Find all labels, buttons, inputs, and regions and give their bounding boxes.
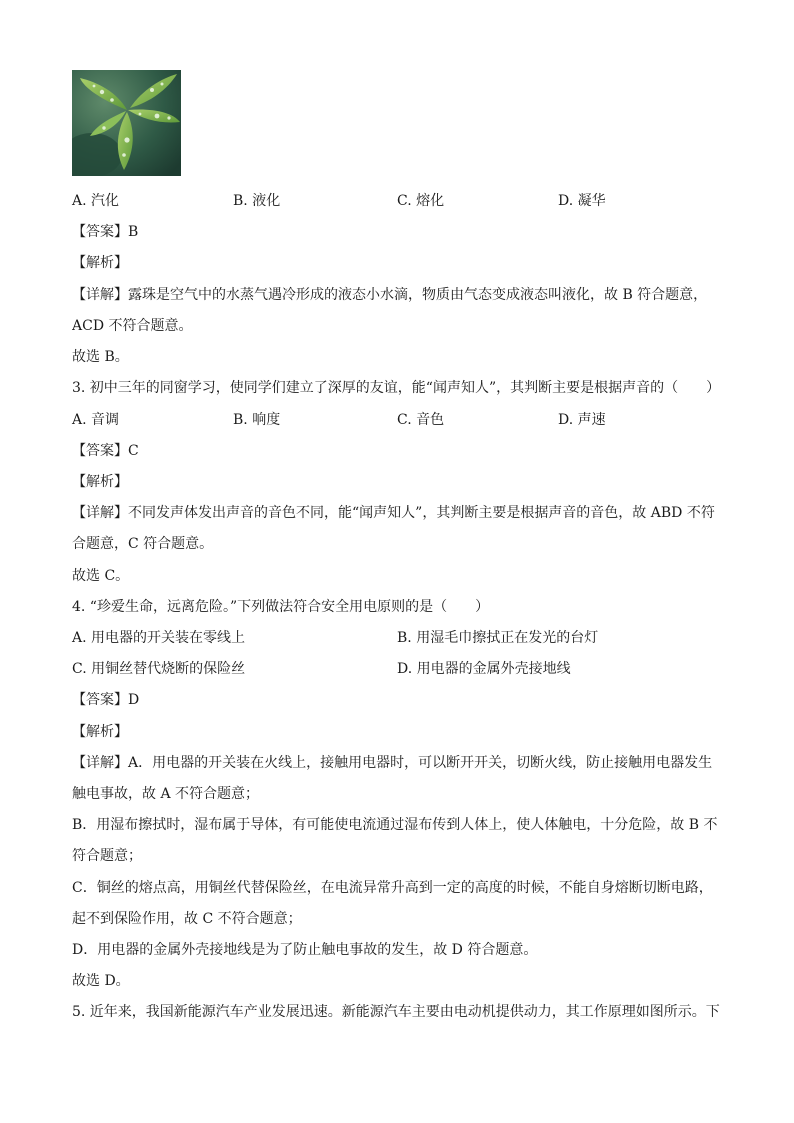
q3-option-a: A. 音调 bbox=[72, 412, 120, 428]
q4-detail-a-line2: 触电事故，故 A 不符合题意； bbox=[72, 786, 260, 802]
q3-stem: 3. 初中三年的同窗学习，使同学们建立了深厚的友谊，能“闻声知人”，其判断主要是根据声音的（ ） bbox=[72, 380, 721, 396]
q4-analysis-label: 【解析】 bbox=[72, 724, 128, 740]
q4-detail-d-line1: D．用电器的金属外壳接地线是为了防止触电事故的发生，故 D 符合题意。 bbox=[72, 942, 538, 958]
q2-detail-line2: ACD 不符合题意。 bbox=[72, 318, 193, 334]
q4-option-a: A. 用电器的开关装在零线上 bbox=[72, 630, 246, 646]
q4-option-c: C. 用铜丝替代烧断的保险丝 bbox=[72, 661, 246, 677]
q4-stem: 4. “珍爱生命，远离危险。”下列做法符合安全用电原则的是（ ） bbox=[72, 599, 490, 615]
q3-detail-line1: 【详解】不同发声体发出声音的音色不同，能“闻声知人”，其判断主要是根据声音的音色，故 ABD 不符 bbox=[72, 505, 715, 521]
q3-detail-line2: 合题意，C 符合题意。 bbox=[72, 536, 214, 552]
q3-option-c: C. 音色 bbox=[397, 412, 445, 428]
q3-choose: 故选 C。 bbox=[72, 568, 130, 584]
q3-analysis-label: 【解析】 bbox=[72, 474, 128, 490]
q2-option-a: A. 汽化 bbox=[72, 193, 120, 209]
q4-option-d: D. 用电器的金属外壳接地线 bbox=[397, 661, 571, 677]
q4-answer: 【答案】D bbox=[72, 692, 140, 708]
q2-answer: 【答案】B bbox=[72, 224, 139, 240]
q4-option-b: B. 用湿毛巾擦拭正在发光的台灯 bbox=[397, 630, 599, 646]
q5-stem: 5. 近年来，我国新能源汽车产业发展迅速。新能源汽车主要由电动机提供动力，其工作原理如图所示。下 bbox=[72, 1004, 720, 1020]
q3-answer: 【答案】C bbox=[72, 443, 139, 459]
q4-detail-b-line2: 符合题意； bbox=[72, 848, 142, 864]
dew-leaf-image bbox=[72, 70, 181, 176]
q2-option-d: D. 凝华 bbox=[558, 193, 606, 209]
q2-option-b: B. 液化 bbox=[233, 193, 281, 209]
q2-analysis-label: 【解析】 bbox=[72, 255, 128, 271]
q2-detail-line1: 【详解】露珠是空气中的水蒸气遇冷形成的液态小水滴，物质由气态变成液态叫液化，故 B 符合题意， bbox=[72, 287, 708, 303]
q2-option-c: C. 熔化 bbox=[397, 193, 445, 209]
q4-detail-b-line1: B．用湿布擦拭时，湿布属于导体，有可能使电流通过湿布传到人体上，使人体触电，十分危险，故 B 不 bbox=[72, 817, 718, 833]
q4-detail-c-line1: C．铜丝的熔点高，用铜丝代替保险丝，在电流异常升高到一定的高度的时候，不能自身熔断切断电路， bbox=[72, 880, 713, 896]
q3-option-b: B. 响度 bbox=[233, 412, 281, 428]
q4-detail-a-line1: 【详解】A．用电器的开关装在火线上，接触用电器时，可以断开开关，切断火线，防止接触用电器发生 bbox=[72, 755, 713, 771]
q4-detail-c-line2: 起不到保险作用，故 C 不符合题意； bbox=[72, 911, 302, 927]
q3-option-d: D. 声速 bbox=[558, 412, 606, 428]
q2-choose: 故选 B。 bbox=[72, 349, 129, 365]
q4-choose: 故选 D。 bbox=[72, 973, 130, 989]
